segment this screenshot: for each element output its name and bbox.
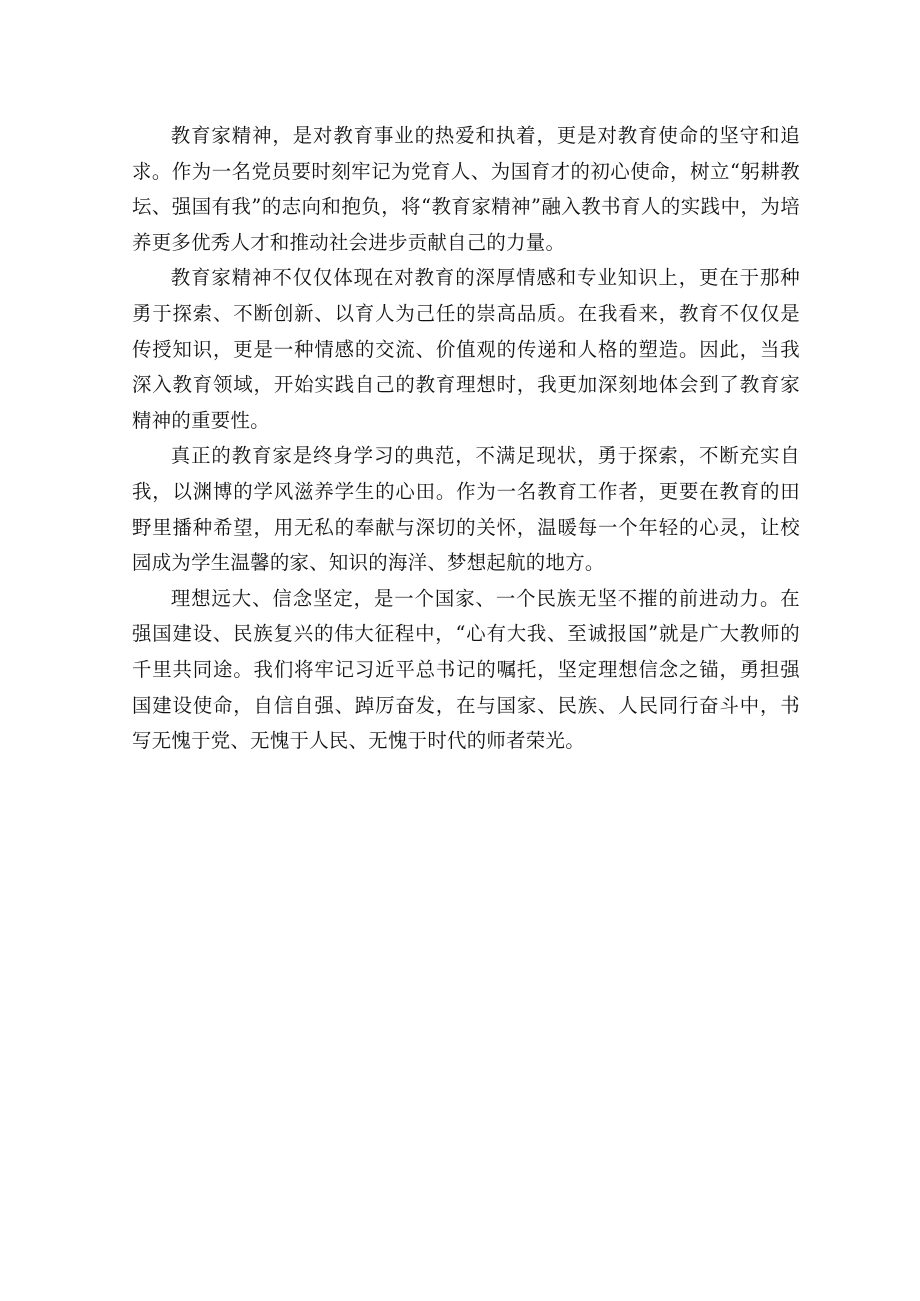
paragraph-3: 真正的教育家是终身学习的典范，不满足现状，勇于探索，不断充实自我，以渊博的学风滋养学生的心田。作为一名教育工作者，更要在教育的田野里播种希望，用无私的奉献与深切的关怀，温暖每一个年轻的心灵，让校园成为学生温馨的家、知识的海洋、梦想起航的地方。 xyxy=(132,444,800,575)
paragraph-4: 理想远大、信念坚定，是一个国家、一个民族无坚不摧的前进动力。在强国建设、民族复兴的伟大征程中，“心有大我、至诚报国”就是广大教师的千里共同途。我们将牢记习近平总书记的嘱托，坚定理想信念之锚，勇担强国建设使命，自信自强、踔厉奋发，在与国家、民族、人民同行奋斗中，书写无愧于党、无愧于人民、无愧于时代的师者荣光。 xyxy=(132,586,800,753)
paragraph-1: 教育家精神，是对教育事业的热爱和执着，更是对教育使命的坚守和追求。作为一名党员要时刻牢记为党育人、为国育才的初心使命，树立“躬耕教坛、强国有我”的志向和抱负，将“教育家精神”融入教书育人的实践中，为培养更多优秀人才和推动社会进步贡献自己的力量。 xyxy=(132,124,800,254)
paragraph-2: 教育家精神不仅仅体现在对教育的深厚情感和专业知识上，更在于那种勇于探索、不断创新、以育人为己任的崇高品质。在我看来，教育不仅仅是传授知识，更是一种情感的交流、价值观的传递和人格的塑造。因此，当我深入教育领域，开始实践自己的教育理想时，我更加深刻地体会到了教育家精神的重要性。 xyxy=(132,266,800,432)
document-body xyxy=(132,118,800,759)
